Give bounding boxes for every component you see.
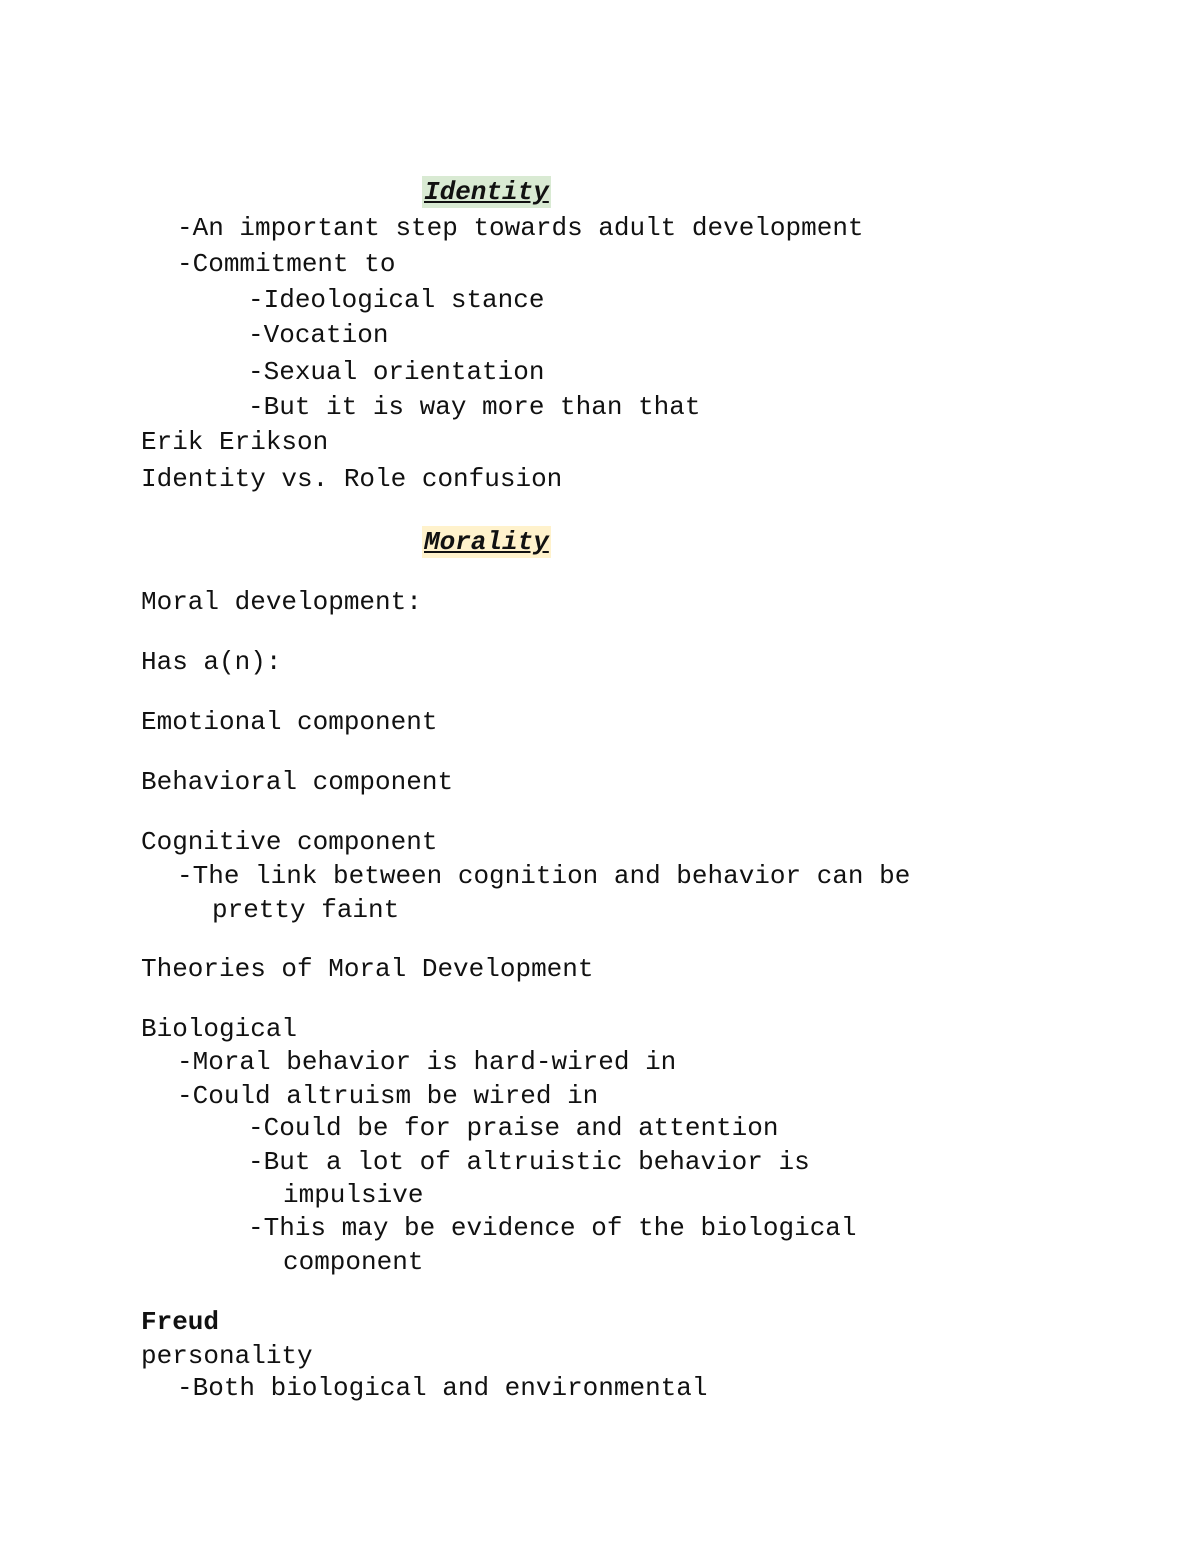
biological-subbullet-3-continued: component: [283, 1247, 424, 1277]
freud-heading: Freud: [141, 1307, 220, 1337]
has-line: Has a(n):: [141, 647, 282, 677]
morality-heading: Morality: [424, 527, 549, 557]
identity-subbullet-1: -Ideological stance: [248, 285, 545, 315]
personality-line: personality: [141, 1341, 313, 1371]
identity-subbullet-4: -But it is way more than that: [248, 392, 701, 422]
emotional-component-line: Emotional component: [141, 707, 438, 737]
behavioral-component-line: Behavioral component: [141, 767, 454, 797]
biological-line: Biological: [141, 1014, 298, 1044]
biological-bullet-1: -Moral behavior is hard-wired in: [177, 1047, 677, 1077]
biological-subbullet-3: -This may be evidence of the biological: [248, 1213, 857, 1243]
identity-subbullet-3: -Sexual orientation: [248, 357, 545, 387]
cognitive-bullet-continued: pretty faint: [212, 895, 400, 925]
identity-subbullet-2: -Vocation: [248, 320, 389, 350]
identity-bullet-2: -Commitment to: [177, 249, 396, 279]
biological-subbullet-1: -Could be for praise and attention: [248, 1113, 779, 1143]
moral-development-line: Moral development:: [141, 587, 422, 617]
identity-bullet-1: -An important step towards adult development: [177, 213, 864, 243]
biological-subbullet-2: -But a lot of altruistic behavior is: [248, 1147, 810, 1177]
erikson-line: Erik Erikson: [141, 427, 329, 457]
theories-line: Theories of Moral Development: [141, 954, 594, 984]
identity-stage-line: Identity vs. Role confusion: [141, 464, 563, 494]
cognitive-bullet: -The link between cognition and behavior can be: [177, 861, 911, 891]
biological-subbullet-2-continued: impulsive: [283, 1180, 424, 1210]
cognitive-component-line: Cognitive component: [141, 827, 438, 857]
freud-bullet: -Both biological and environmental: [177, 1373, 708, 1403]
biological-bullet-2: -Could altruism be wired in: [177, 1081, 599, 1111]
identity-heading: Identity: [424, 177, 549, 207]
